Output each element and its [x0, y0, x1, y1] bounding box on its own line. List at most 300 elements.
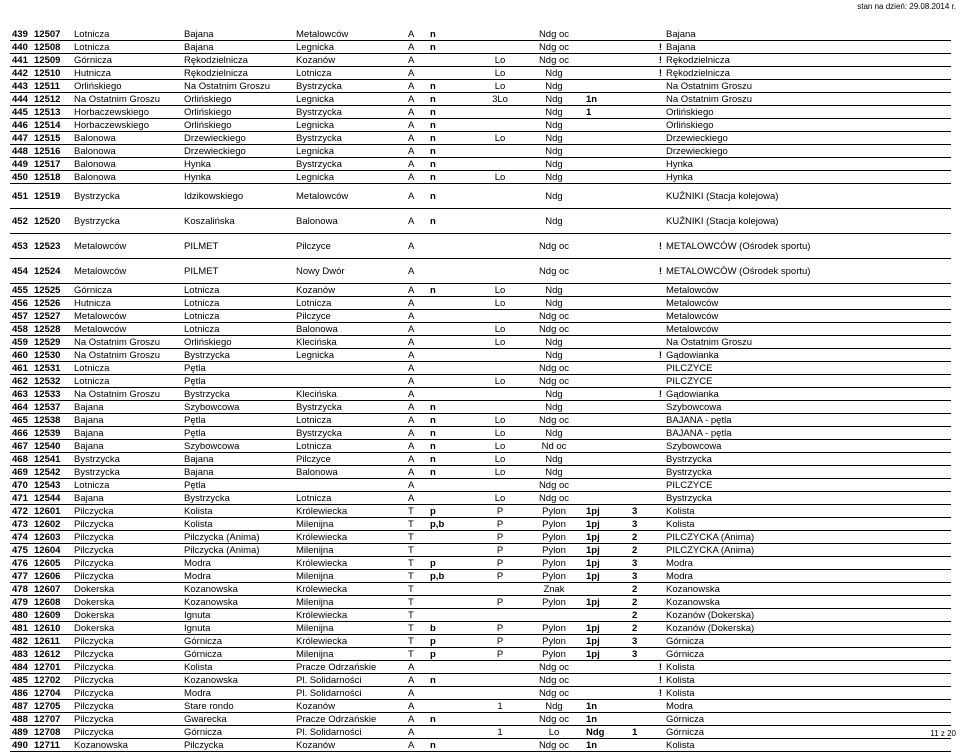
- cell-transport-type: A: [406, 440, 428, 453]
- cell-flag-a: b: [428, 622, 476, 635]
- cell-street: Pilczycka: [72, 570, 182, 583]
- table-row: [10, 518, 951, 531]
- table-row: [10, 284, 951, 297]
- cell-stop-code: 12711: [32, 739, 72, 752]
- cell-row-number: 489: [10, 726, 32, 739]
- cell-transport-type: A: [406, 132, 428, 145]
- cell-street: Metalowców: [72, 323, 182, 336]
- cell-flag-d: [630, 54, 652, 67]
- cell-street: Lotnicza: [72, 41, 182, 54]
- cell-row-number: 441: [10, 54, 32, 67]
- cell-direction: Nowy Dwór: [294, 259, 406, 284]
- cell-row-number: 440: [10, 41, 32, 54]
- table-row: [10, 106, 951, 119]
- cell-flag-a: n: [428, 28, 476, 41]
- cell-flag-d: [630, 388, 652, 401]
- cell-alert-mark: [652, 596, 664, 609]
- cell-alert-mark: [652, 713, 664, 726]
- cell-flag-a: p: [428, 635, 476, 648]
- table-row: [10, 583, 951, 596]
- table-row: [10, 453, 951, 466]
- cell-transport-type: A: [406, 284, 428, 297]
- cell-flag-c: 1pj: [584, 518, 630, 531]
- table-row: [10, 609, 951, 622]
- cell-row-number: 485: [10, 674, 32, 687]
- cell-row-number: 464: [10, 401, 32, 414]
- cell-row-number: 490: [10, 739, 32, 752]
- cell-stop-marker: Pylon: [524, 531, 584, 544]
- cell-destination: Kolista: [664, 518, 951, 531]
- cell-row-number: 457: [10, 310, 32, 323]
- cell-direction: Milenijna: [294, 596, 406, 609]
- cell-flag-a: [428, 259, 476, 284]
- cell-flag-b: Lo: [476, 297, 524, 310]
- cell-destination: Hynka: [664, 158, 951, 171]
- cell-flag-c: [584, 67, 630, 80]
- cell-flag-d: [630, 80, 652, 93]
- cell-transport-type: A: [406, 67, 428, 80]
- cell-alert-mark: [652, 622, 664, 635]
- cell-flag-b: [476, 209, 524, 234]
- cell-flag-d: [630, 427, 652, 440]
- cell-flag-d: 2: [630, 596, 652, 609]
- cell-stop-code: 12609: [32, 609, 72, 622]
- cell-flag-b: 1: [476, 700, 524, 713]
- cell-street: Na Ostatnim Groszu: [72, 93, 182, 106]
- table-row: [10, 297, 951, 310]
- cell-flag-c: [584, 349, 630, 362]
- cell-transport-type: A: [406, 209, 428, 234]
- cell-stop-code: 12517: [32, 158, 72, 171]
- cell-street: Balonowa: [72, 132, 182, 145]
- cell-stop-marker: Ndg oc: [524, 479, 584, 492]
- cell-flag-d: [630, 414, 652, 427]
- cell-street: Pilczycka: [72, 518, 182, 531]
- cell-destination: Górnicza: [664, 648, 951, 661]
- cell-street: Pilczycka: [72, 648, 182, 661]
- cell-destination: Kozanowska: [664, 583, 951, 596]
- cell-alert-mark: [652, 93, 664, 106]
- cell-destination: Kozanów (Dokerska): [664, 622, 951, 635]
- cell-transport-type: A: [406, 349, 428, 362]
- cell-flag-b: Lo: [476, 375, 524, 388]
- cell-stop-marker: Ndg oc: [524, 661, 584, 674]
- cell-row-number: 444: [10, 93, 32, 106]
- cell-alert-mark: [652, 323, 664, 336]
- cell-transport-type: A: [406, 700, 428, 713]
- cell-flag-b: Lo: [476, 453, 524, 466]
- cell-flag-c: [584, 171, 630, 184]
- cell-flag-b: Lo: [476, 466, 524, 479]
- cell-direction: Legnicka: [294, 41, 406, 54]
- table-row: [10, 687, 951, 700]
- cell-alert-mark: [652, 726, 664, 739]
- cell-stop-code: 12523: [32, 234, 72, 259]
- cell-stop-name: Pętla: [182, 362, 294, 375]
- cell-transport-type: A: [406, 158, 428, 171]
- cell-alert-mark: [652, 132, 664, 145]
- cell-alert-mark: [652, 635, 664, 648]
- cell-stop-name: Orlińskiego: [182, 119, 294, 132]
- cell-flag-a: p,b: [428, 518, 476, 531]
- cell-stop-code: 12540: [32, 440, 72, 453]
- cell-row-number: 479: [10, 596, 32, 609]
- cell-row-number: 468: [10, 453, 32, 466]
- cell-row-number: 486: [10, 687, 32, 700]
- cell-street: Horbaczewskiego: [72, 119, 182, 132]
- cell-flag-a: [428, 310, 476, 323]
- cell-stop-code: 12533: [32, 388, 72, 401]
- cell-flag-d: [630, 158, 652, 171]
- cell-alert-mark: !: [652, 674, 664, 687]
- cell-stop-marker: Ndg: [524, 171, 584, 184]
- cell-direction: Lotnicza: [294, 297, 406, 310]
- cell-destination: Metalowców: [664, 284, 951, 297]
- cell-flag-c: [584, 440, 630, 453]
- cell-direction: Legnicka: [294, 349, 406, 362]
- cell-stop-marker: Pylon: [524, 505, 584, 518]
- cell-transport-type: A: [406, 106, 428, 119]
- table-row: [10, 234, 951, 259]
- cell-row-number: 446: [10, 119, 32, 132]
- cell-flag-c: [584, 362, 630, 375]
- cell-transport-type: A: [406, 726, 428, 739]
- cell-flag-a: [428, 492, 476, 505]
- cell-stop-code: 12519: [32, 184, 72, 209]
- cell-flag-c: [584, 427, 630, 440]
- cell-flag-d: 2: [630, 544, 652, 557]
- cell-stop-name: Kolista: [182, 518, 294, 531]
- cell-row-number: 487: [10, 700, 32, 713]
- cell-destination: Kolista: [664, 505, 951, 518]
- cell-stop-marker: Pylon: [524, 557, 584, 570]
- cell-transport-type: A: [406, 171, 428, 184]
- cell-transport-type: A: [406, 184, 428, 209]
- cell-alert-mark: !: [652, 67, 664, 80]
- cell-stop-name: Górnicza: [182, 635, 294, 648]
- cell-flag-a: [428, 544, 476, 557]
- cell-street: Pilczycka: [72, 674, 182, 687]
- cell-stop-name: Pilczycka (Anima): [182, 531, 294, 544]
- cell-stop-marker: Ndg oc: [524, 362, 584, 375]
- cell-flag-b: [476, 119, 524, 132]
- cell-destination: Metalowców: [664, 310, 951, 323]
- cell-flag-a: [428, 54, 476, 67]
- cell-transport-type: A: [406, 492, 428, 505]
- cell-stop-code: 12527: [32, 310, 72, 323]
- cell-row-number: 476: [10, 557, 32, 570]
- cell-stop-marker: Ndg: [524, 388, 584, 401]
- table-row: [10, 674, 951, 687]
- cell-flag-a: [428, 531, 476, 544]
- cell-destination: Bystrzycka: [664, 492, 951, 505]
- cell-stop-name: Lotnicza: [182, 310, 294, 323]
- cell-row-number: 452: [10, 209, 32, 234]
- cell-street: Lotnicza: [72, 375, 182, 388]
- cell-stop-name: Orlińskiego: [182, 93, 294, 106]
- cell-direction: Pl. Solidarności: [294, 674, 406, 687]
- cell-stop-marker: Ndg oc: [524, 674, 584, 687]
- cell-direction: Królewiecka: [294, 505, 406, 518]
- cell-stop-name: Drzewieckiego: [182, 132, 294, 145]
- cell-stop-marker: Ndg oc: [524, 323, 584, 336]
- cell-flag-c: [584, 609, 630, 622]
- cell-flag-b: [476, 145, 524, 158]
- cell-flag-d: [630, 234, 652, 259]
- table-row: [10, 492, 951, 505]
- cell-street: Górnicza: [72, 54, 182, 67]
- cell-flag-c: [584, 388, 630, 401]
- cell-flag-d: [630, 739, 652, 752]
- table-row: [10, 713, 951, 726]
- cell-direction: Klecińska: [294, 336, 406, 349]
- cell-row-number: 456: [10, 297, 32, 310]
- cell-street: Metalowców: [72, 234, 182, 259]
- cell-flag-c: [584, 158, 630, 171]
- cell-flag-d: [630, 284, 652, 297]
- cell-stop-code: 12512: [32, 93, 72, 106]
- cell-destination: Orlińskiego: [664, 119, 951, 132]
- cell-flag-b: 1: [476, 726, 524, 739]
- cell-direction: Pilczyce: [294, 453, 406, 466]
- cell-flag-b: Lo: [476, 171, 524, 184]
- cell-destination: Gądowianka: [664, 388, 951, 401]
- cell-stop-marker: Ndg: [524, 453, 584, 466]
- cell-direction: Pracze Odrzańskie: [294, 713, 406, 726]
- cell-flag-b: Lo: [476, 67, 524, 80]
- cell-flag-b: [476, 28, 524, 41]
- cell-destination: Kozanów (Dokerska): [664, 609, 951, 622]
- cell-flag-c: 1n: [584, 713, 630, 726]
- cell-alert-mark: [652, 209, 664, 234]
- cell-street: Metalowców: [72, 310, 182, 323]
- cell-flag-b: [476, 310, 524, 323]
- cell-alert-mark: [652, 440, 664, 453]
- cell-direction: Pl. Solidarności: [294, 726, 406, 739]
- cell-row-number: 448: [10, 145, 32, 158]
- cell-destination: Rękodzielnicza: [664, 67, 951, 80]
- cell-row-number: 483: [10, 648, 32, 661]
- cell-destination: METALOWCÓW (Ośrodek sportu): [664, 234, 951, 259]
- cell-stop-name: Hynka: [182, 158, 294, 171]
- cell-flag-c: [584, 583, 630, 596]
- cell-stop-name: Pilczycka (Anima): [182, 544, 294, 557]
- cell-transport-type: A: [406, 739, 428, 752]
- cell-direction: Milenijna: [294, 648, 406, 661]
- cell-street: Bajana: [72, 401, 182, 414]
- cell-direction: Milenijna: [294, 622, 406, 635]
- cell-stop-name: Rękodzielnicza: [182, 54, 294, 67]
- cell-alert-mark: [652, 518, 664, 531]
- cell-alert-mark: [652, 119, 664, 132]
- cell-street: Pilczycka: [72, 557, 182, 570]
- cell-alert-mark: [652, 479, 664, 492]
- cell-stop-code: 12524: [32, 259, 72, 284]
- cell-flag-b: Lo: [476, 323, 524, 336]
- cell-transport-type: A: [406, 674, 428, 687]
- cell-alert-mark: !: [652, 661, 664, 674]
- cell-flag-a: p: [428, 557, 476, 570]
- cell-stop-marker: Ndg oc: [524, 28, 584, 41]
- cell-transport-type: T: [406, 635, 428, 648]
- cell-flag-b: Lo: [476, 54, 524, 67]
- cell-street: Lotnicza: [72, 479, 182, 492]
- cell-stop-code: 12542: [32, 466, 72, 479]
- cell-stop-name: Koszalińska: [182, 209, 294, 234]
- cell-street: Pilczycka: [72, 544, 182, 557]
- cell-flag-c: [584, 323, 630, 336]
- cell-stop-marker: Ndg oc: [524, 739, 584, 752]
- cell-flag-c: [584, 687, 630, 700]
- cell-flag-b: [476, 259, 524, 284]
- cell-alert-mark: [652, 557, 664, 570]
- cell-direction: Legnicka: [294, 145, 406, 158]
- cell-flag-b: Lo: [476, 414, 524, 427]
- cell-destination: KUŹNIKI (Stacja kolejowa): [664, 209, 951, 234]
- cell-stop-code: 12603: [32, 531, 72, 544]
- cell-row-number: 467: [10, 440, 32, 453]
- cell-alert-mark: [652, 583, 664, 596]
- cell-flag-b: [476, 401, 524, 414]
- cell-transport-type: T: [406, 557, 428, 570]
- table-row: [10, 184, 951, 209]
- cell-direction: Królewiecka: [294, 609, 406, 622]
- cell-flag-d: [630, 453, 652, 466]
- cell-direction: Bystrzycka: [294, 158, 406, 171]
- cell-direction: Kozanów: [294, 284, 406, 297]
- cell-alert-mark: [652, 171, 664, 184]
- cell-flag-c: [584, 41, 630, 54]
- cell-flag-d: [630, 297, 652, 310]
- cell-alert-mark: [652, 609, 664, 622]
- cell-flag-d: [630, 362, 652, 375]
- cell-flag-d: [630, 119, 652, 132]
- table-row: [10, 80, 951, 93]
- table-row: [10, 67, 951, 80]
- cell-direction: Kozanów: [294, 739, 406, 752]
- cell-flag-a: n: [428, 739, 476, 752]
- cell-alert-mark: [652, 310, 664, 323]
- table-row: [10, 427, 951, 440]
- cell-row-number: 469: [10, 466, 32, 479]
- cell-stop-name: Stare rondo: [182, 700, 294, 713]
- cell-flag-d: 3: [630, 518, 652, 531]
- cell-stop-marker: Ndg: [524, 106, 584, 119]
- cell-row-number: 474: [10, 531, 32, 544]
- cell-direction: Metalowców: [294, 28, 406, 41]
- table-row: [10, 596, 951, 609]
- cell-flag-b: Lo: [476, 427, 524, 440]
- cell-transport-type: A: [406, 388, 428, 401]
- cell-flag-c: 1: [584, 106, 630, 119]
- cell-flag-d: [630, 310, 652, 323]
- page-date-header: stan na dzień: 29.08.2014 r.: [857, 2, 956, 11]
- cell-direction: Legnicka: [294, 119, 406, 132]
- cell-stop-marker: Ndg: [524, 284, 584, 297]
- table-row: [10, 414, 951, 427]
- cell-flag-c: [584, 209, 630, 234]
- cell-flag-a: n: [428, 401, 476, 414]
- cell-transport-type: A: [406, 259, 428, 284]
- cell-stop-code: 12508: [32, 41, 72, 54]
- cell-stop-marker: Ndg oc: [524, 414, 584, 427]
- cell-flag-d: 3: [630, 648, 652, 661]
- cell-stop-name: Orlińskiego: [182, 336, 294, 349]
- cell-flag-a: n: [428, 93, 476, 106]
- page-number-footer: 11 z 20: [930, 729, 956, 738]
- table-row: [10, 349, 951, 362]
- cell-stop-name: Górnicza: [182, 726, 294, 739]
- cell-alert-mark: [652, 531, 664, 544]
- cell-stop-code: 12507: [32, 28, 72, 41]
- cell-row-number: 472: [10, 505, 32, 518]
- cell-flag-b: P: [476, 531, 524, 544]
- cell-flag-c: [584, 145, 630, 158]
- cell-flag-a: n: [428, 427, 476, 440]
- cell-stop-name: Rękodzielnicza: [182, 67, 294, 80]
- cell-flag-d: [630, 171, 652, 184]
- cell-transport-type: A: [406, 414, 428, 427]
- cell-destination: PILCZYCKA (Anima): [664, 531, 951, 544]
- cell-flag-c: [584, 54, 630, 67]
- cell-stop-name: Pętla: [182, 375, 294, 388]
- cell-stop-name: Modra: [182, 570, 294, 583]
- cell-alert-mark: [652, 648, 664, 661]
- cell-stop-marker: Ndg oc: [524, 234, 584, 259]
- cell-flag-d: [630, 674, 652, 687]
- cell-transport-type: A: [406, 713, 428, 726]
- cell-flag-d: 3: [630, 505, 652, 518]
- cell-flag-b: Lo: [476, 284, 524, 297]
- cell-stop-code: 12612: [32, 648, 72, 661]
- cell-flag-d: [630, 440, 652, 453]
- cell-row-number: 453: [10, 234, 32, 259]
- cell-transport-type: T: [406, 648, 428, 661]
- cell-destination: Bystrzycka: [664, 453, 951, 466]
- cell-stop-marker: Ndg: [524, 349, 584, 362]
- cell-alert-mark: [652, 106, 664, 119]
- cell-flag-c: 1pj: [584, 531, 630, 544]
- cell-flag-a: [428, 336, 476, 349]
- cell-destination: Szybowcowa: [664, 401, 951, 414]
- table-row: [10, 119, 951, 132]
- cell-flag-c: 1pj: [584, 505, 630, 518]
- cell-direction: Pl. Solidarności: [294, 687, 406, 700]
- cell-flag-a: n: [428, 453, 476, 466]
- cell-flag-d: [630, 184, 652, 209]
- cell-stop-name: Kozanowska: [182, 674, 294, 687]
- cell-stop-name: Gwarecka: [182, 713, 294, 726]
- cell-destination: Kolista: [664, 687, 951, 700]
- cell-flag-a: [428, 687, 476, 700]
- cell-row-number: 461: [10, 362, 32, 375]
- cell-stop-marker: Pylon: [524, 596, 584, 609]
- cell-transport-type: A: [406, 54, 428, 67]
- cell-stop-code: 12518: [32, 171, 72, 184]
- table-row: [10, 700, 951, 713]
- cell-stop-marker: Ndg: [524, 93, 584, 106]
- cell-flag-c: 1pj: [584, 570, 630, 583]
- cell-flag-b: Lo: [476, 80, 524, 93]
- cell-destination: BAJANA - pętla: [664, 427, 951, 440]
- cell-flag-c: 1n: [584, 93, 630, 106]
- cell-transport-type: T: [406, 609, 428, 622]
- cell-destination: Bystrzycka: [664, 466, 951, 479]
- cell-stop-marker: Lo: [524, 726, 584, 739]
- cell-alert-mark: !: [652, 234, 664, 259]
- cell-transport-type: T: [406, 570, 428, 583]
- cell-transport-type: A: [406, 466, 428, 479]
